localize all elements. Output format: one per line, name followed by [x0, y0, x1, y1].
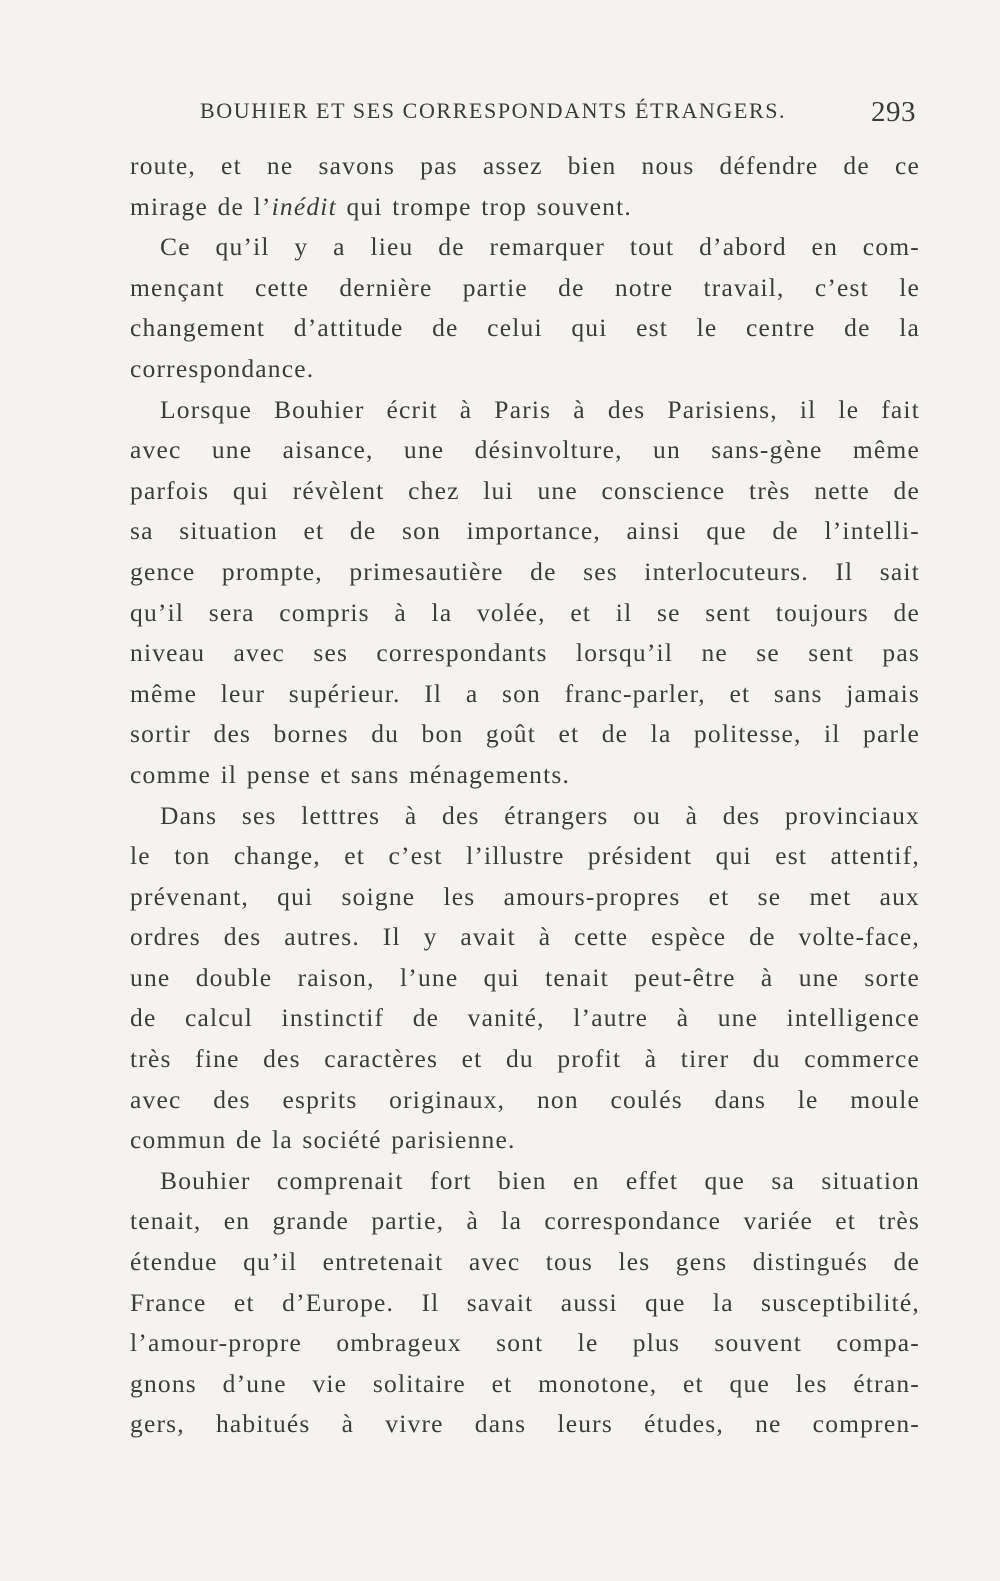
- text-line: l’amour-propre ombrageux sont le plus souvent compa-: [130, 1328, 920, 1358]
- text-line: changement d’attitude de celui qui est le centre de la: [130, 313, 920, 343]
- text-line: le ton change, et c’est l’illustre président qui est attentif,: [130, 841, 920, 871]
- text-line: France et d’Europe. Il savait aussi que la susceptibilité,: [130, 1287, 920, 1317]
- running-title: BOUHIER ET SES CORRESPONDANTS ÉTRANGERS.: [200, 98, 787, 123]
- text-line: avec des esprits originaux, non coulés dans le moule: [130, 1084, 920, 1114]
- text-line: gers, habitués à vivre dans leurs études, ne compren-: [130, 1409, 920, 1439]
- text-line: sa situation et de son importance, ainsi que de l’intelli-: [130, 516, 920, 546]
- text-line: avec une aisance, une désinvolture, un sans-gène même: [130, 435, 920, 465]
- paragraph: [130, 1161, 920, 1445]
- text-line: gence prompte, primesautière de ses interlocuteurs. Il sait: [130, 556, 920, 586]
- text-line: commun de la société parisienne.: [130, 1125, 516, 1155]
- text-line: tenait, en grande partie, à la correspondance variée et très: [130, 1206, 920, 1236]
- paragraph: [130, 146, 920, 227]
- text-line: sortir des bornes du bon goût et de la politesse, il parle: [130, 719, 920, 749]
- text-line: prévenant, qui soigne les amours-propres et se met aux: [130, 881, 920, 911]
- text-line: route, et ne savons pas assez bien nous défendre de ce: [130, 151, 920, 180]
- text-line: correspondance.: [130, 353, 315, 383]
- text-line: Dans ses letttres à des étrangers ou à des provinciaux: [160, 800, 920, 830]
- text-line: ordres des autres. Il y avait à cette espèce de volte-face,: [130, 922, 920, 952]
- running-head: [200, 96, 920, 130]
- text-line: Bouhier comprenait fort bien en effet que sa situation: [160, 1165, 920, 1195]
- text-line: Ce qu’il y a lieu de remarquer tout d’abord en com-: [160, 232, 920, 262]
- text-line: étendue qu’il entretenait avec tous les gens distingués de: [130, 1247, 920, 1277]
- text-line: très fine des caractères et du profit à tirer du commerce: [130, 1044, 920, 1074]
- text-line: qu’il sera compris à la volée, et il se sent toujours de: [130, 597, 920, 627]
- text-line: mirage de l’inédit qui trompe trop souvent.: [130, 191, 632, 221]
- page-number: 293: [871, 96, 916, 128]
- paragraph: [130, 796, 920, 1161]
- text-line: une double raison, l’une qui tenait peut-être à une sorte: [130, 962, 920, 992]
- italic-word: inédit: [271, 191, 337, 221]
- text-line: mençant cette dernière partie de notre travail, c’est le: [130, 272, 920, 302]
- text-line: même leur supérieur. Il a son franc-parler, et sans jamais: [130, 678, 920, 708]
- text-line: de calcul instinctif de vanité, l’autre à une intelligence: [130, 1003, 920, 1033]
- text-line: niveau avec ses correspondants lorsqu’il ne se sent pas: [130, 638, 920, 668]
- text-line: gnons d’une vie solitaire et monotone, et que les étran-: [130, 1368, 920, 1398]
- text-line: parfois qui révèlent chez lui une conscience très nette de: [130, 475, 920, 505]
- body-text: [130, 146, 920, 1445]
- text-line: comme il pense et sans ménagements.: [130, 759, 571, 789]
- text-line: Lorsque Bouhier écrit à Paris à des Parisiens, il le fait: [160, 394, 920, 424]
- paragraph: [130, 390, 920, 796]
- paragraph: [130, 227, 920, 389]
